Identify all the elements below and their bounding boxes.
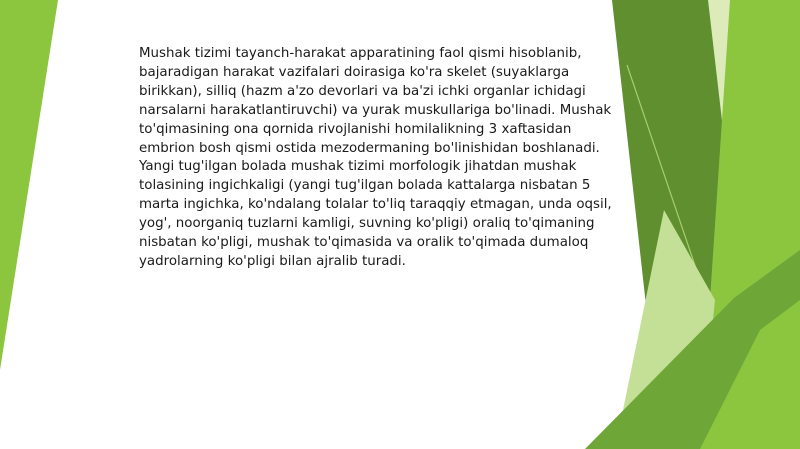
slide-body-text: Mushak tizimi tayanch-harakat apparatining faol qismi hisoblanib, bajaradigan harakat vazifalari doirasiga ko'ra skelet (suyaklarga birikkan), silliq (hazm a'zo devorlari va ba'zi ichki organlar ichidagi narsalarni harakatlantiruvchi) va yurak muskullariga bo'linadi. Mushak to'qimasining ona qornida rivojlanishi homilalikning 3 xaftasidan embrion bosh qismi ostida mezodermaning bo'linishidan boshlanadi. Yangi tug'ilgan bolada mushak tizimi morfologik jihatdan mushak tolasining ingichkaligi (yangi tug'ilgan bolada kattalarga nisbatan 5 marta ingichka, ko'ndalang tolalar to'liq taraqqiy etmagan, unda oqsil, yog', noorganiq tuzlarni kamligi, suvning ko'pligi) oraliq to'qimaning nisbatan ko'pligi, mushak to'qimasida va oralik to'qimada dumaloq yadrolarning ko'pligi bilan ajralib turadi. bbox=[139, 46, 612, 269]
left-green-strip bbox=[0, 0, 58, 370]
